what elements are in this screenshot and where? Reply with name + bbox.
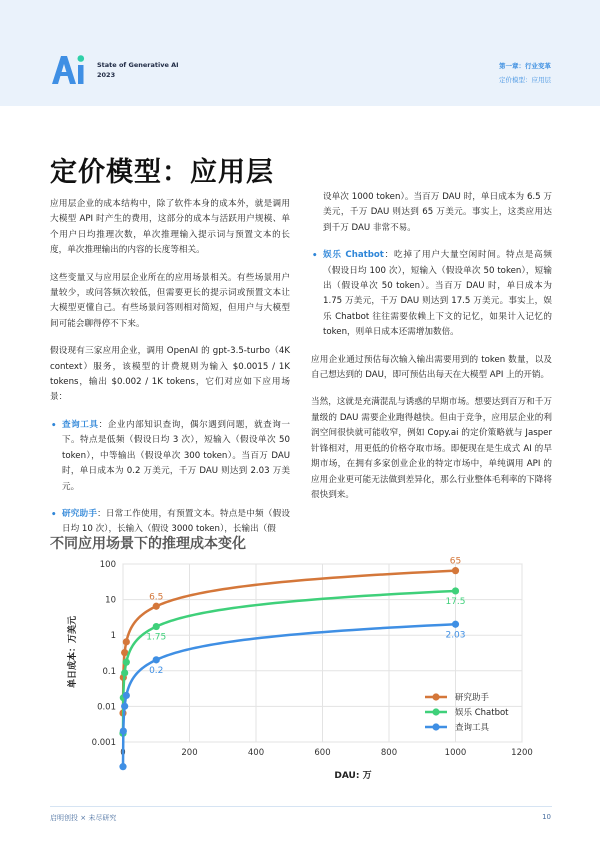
data-point [452,587,459,594]
x-axis-label: DAU: 万 [334,771,372,781]
bullet-continuation [311,190,552,236]
ai-logo-icon [50,52,86,86]
legend-marker [432,708,439,715]
series-line [123,624,456,766]
paragraph: 应用企业通过预估每次输入输出需要用到的 token 数量，以及自己想达到的 DAU，即可预估出每天在大模型 API 上的开销。 [311,354,552,381]
y-tick-label: 100 [99,560,116,570]
chart-title: 不同应用场景下的推理成本变化 [50,536,246,552]
report-title: State of Generative AI [97,61,179,69]
footer-divider [50,806,552,807]
x-tick-label: 1200 [511,748,533,758]
legend-label: 研究助手 [455,693,490,703]
y-tick-label: 10 [105,595,116,606]
data-point [123,638,130,645]
data-point [121,669,128,676]
series-line [123,591,456,733]
x-tick-label: 200 [181,748,198,758]
legend-marker [432,723,439,730]
cost-line-chart [30,552,570,787]
chapter-label: 第一章：行业变革 [499,62,551,70]
data-label: 17.5 [445,596,466,607]
data-point [452,567,459,574]
bullet-dot-icon: • [312,251,318,262]
bullet-dot-icon: • [51,420,57,431]
data-label: 1.75 [146,632,167,643]
paragraph: 当然，这就是充满混乱与诱惑的早期市场。想要达到百万和千万量级的 DAU 需要企业跑得越快。但由于竞争，应用层企业的利润空间很快就可能收窄，例如 Copy.ai 的定价策略就与 Jasper 针锋相对，用更低的价格夺取市场。即便现在是生成式 AI 的早期市场，在拥有多家创业企业的特定市场中，单纯调用 API 的应用企业更可能无法做到差异化，那么行业整体毛利率的下降将很快到来。 [311,397,552,500]
data-point [153,623,160,630]
bullet-text: ：吃掉了用户大量空闲时间。特点是高频（假设日均 100 次），短输入（假设单次 50 token），短输出（假设单次 50 token）。当百万 DAU 时，单日成本为 1.75 万美元，千万 DAU 则达到 17.5 万美元。事实上，娱乐 Chatbot 往往需要依赖上下文的记忆，如果计入记忆的 token，则单日成本还需增加数倍。 [323,250,552,338]
paragraph: 假设现有三家应用企业，调用 OpenAI 的 gpt-3.5-turbo（4K context）服务，该模型的计费规则为输入 $0.0015 / 1K tokens，输出 $0.002 / 1K tokens，它们对应如下应用场景： [50,346,290,403]
chart-series [119,557,465,771]
bullet-text: ：企业内部知识查询，偶尔遇到问题，就查询一下。特点是低频（假设日均 3 次），短输入（假设单次 50 token），中等输出（假设单次 300 token）。当百万 DAU 时，单日成本为 0.2 万美元，千万 DAU 则达到 2.03 万美元。 [62,419,290,492]
series-3 [119,621,465,771]
bullet-label: 查询工具 [62,419,99,430]
bullet-label: 研究助手 [62,508,98,519]
legend-label: 查询工具 [455,723,490,733]
report-year: 2023 [97,71,116,79]
bullet-text: ：日常工作使用，有预置文本。特点是中频（假设日均 10 次），长输入（假设 3000 token），长输出（假 [62,508,290,535]
x-tick-label: 800 [380,748,398,758]
bullet-text: 设单次 1000 token）。当百万 DAU 时，单日成本为 6.5 万美元，千万 DAU 则达到 65 万美元。事实上，这类应用达到千万 DAU 非常不易。 [323,192,552,233]
data-point [123,659,130,666]
legend-marker [432,693,439,700]
data-point [452,621,459,628]
data-label: 0.2 [149,665,164,676]
y-tick-label: 0.01 [97,702,116,713]
paragraph: 这些变量又与应用层企业所在的应用场景相关。有些场景用户量较少，或问答频次较低，但需要更长的提示词或预置文本让大模型更懂自己。有些场景问答则相对简短，但用户与大模型间可能会聊得停不下来。 [50,272,290,329]
series-line [123,571,456,713]
y-tick-label: 0.001 [91,738,116,748]
y-tick-label: 1 [110,631,116,642]
series-2 [119,587,465,737]
x-tick-label: 0 [120,748,126,758]
page-header [0,0,600,106]
data-point [153,603,160,610]
section-label: 定价模型：应用层 [499,76,551,84]
bullet-query-tool [50,418,290,495]
series-1 [119,557,461,717]
data-point [123,692,130,699]
y-axis-label: 单日成本：万美元 [68,615,78,689]
page-number: 10 [542,813,551,821]
data-point [120,727,127,734]
right-column [311,190,552,515]
x-tick-label: 600 [314,748,331,758]
chart-legend [425,692,509,733]
footer-credit: 启明创投 × 未尽研究 [50,814,117,822]
data-point [121,703,128,710]
bullet-dot-icon: • [51,509,57,520]
x-tick-label: 1000 [444,748,467,758]
legend-label: 娱乐 Chatbot [455,708,509,718]
left-column [50,197,290,550]
data-label: 6.5 [149,592,164,603]
data-point [119,763,126,770]
bullet-chatbot [311,248,552,340]
page-title: 定价模型：应用层 [50,157,274,188]
data-point [153,656,160,663]
data-label: 2.03 [445,630,466,641]
data-label: 65 [449,556,462,567]
bullet-label: 娱乐 Chatbot [323,250,384,261]
y-tick-label: 0.1 [102,666,116,677]
paragraph: 应用层企业的成本结构中，除了软件本身的成本外，就是调用大模型 API 时产生的费用，这部分的成本与活跃用户规模、单个用户日均推理次数，单次推理输入提示词与预置文本的长度，单次推理输出的内容的长度等相关。 [50,199,290,256]
x-tick-label: 400 [247,748,265,758]
